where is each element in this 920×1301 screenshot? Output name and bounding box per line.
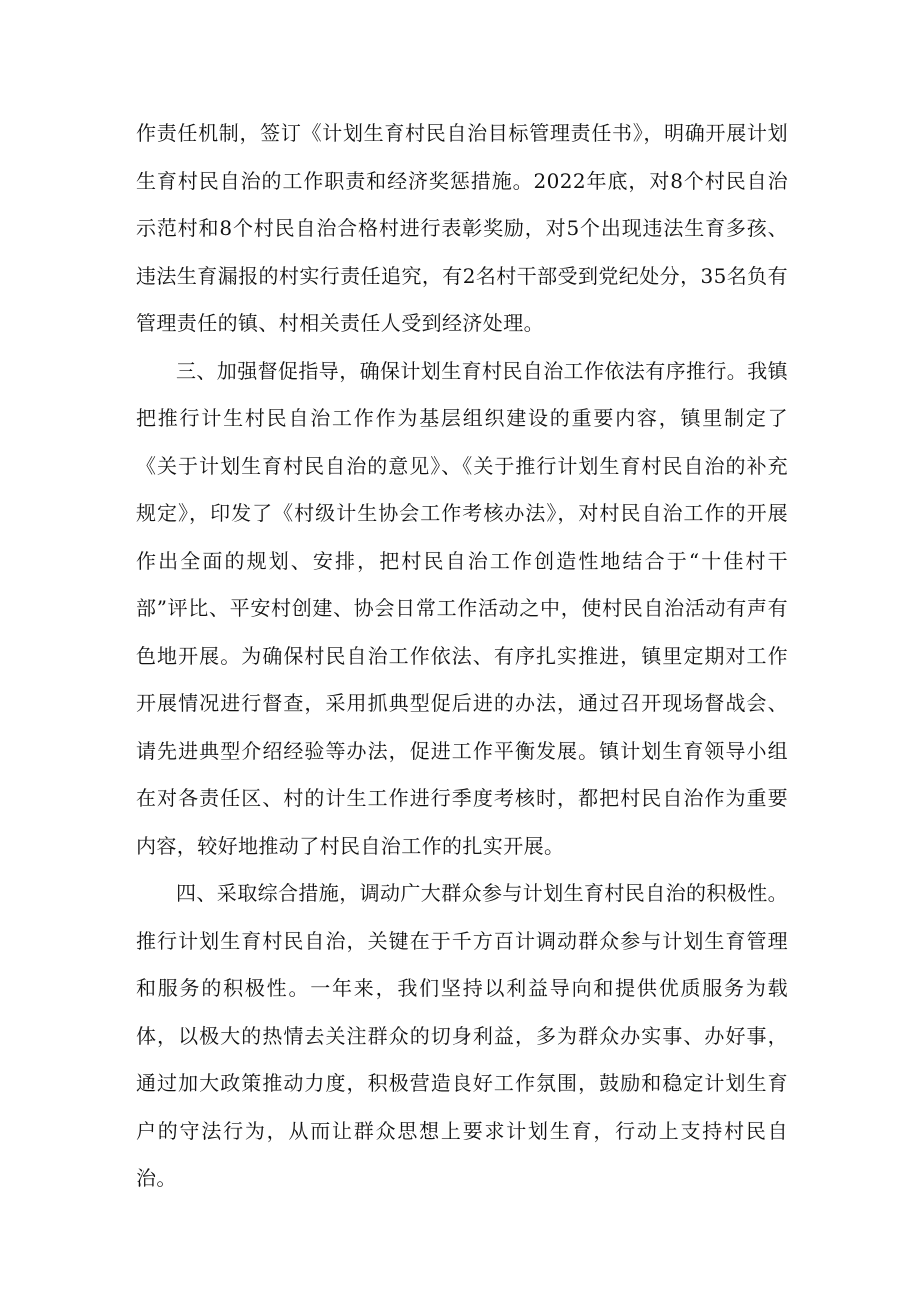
paragraph-continuation: 作责任机制，签订《计划生育村民自治目标管理责任书》，明确开展计划生育村民自治的工作职责和经济奖惩措施。2022年底，对8个村民自治示范村和8个村民自治合格村进行表彰奖励，对5个出现违法生育多孩、违法生育漏报的村实行责任追究，有2名村干部受到党纪处分，35名负有管理责任的镇、村相关责任人受到经济处理。 — [136, 121, 788, 335]
paragraph-section-three: 三、加强督促指导，确保计划生育村民自治工作依法有序推行。我镇把推行计生村民自治工作作为基层组织建设的重要内容，镇里制定了《关于计划生育村民自治的意见》、《关于推行计划生育村民自治的补充规定》，印发了《村级计生协会工作考核办法》，对村民自治工作的开展作出全面的规划、安排，把村民自治工作创造性地结合于“十佳村干部”评比、平安村创建、协会日常工作活动之中，使村民自治活动有声有色地开展。为确保村民自治工作依法、有序扎实推进，镇里定期对工作开展情况进行督查，采用抓典型促后进的办法，通过召开现场督战会、请先进典型介绍经验等办法，促进工作平衡发展。镇计划生育领导小组在对各责任区、村的计生工作进行季度考核时，都把村民自治作为重要内容，较好地推动了村民自治工作的扎实开展。 — [136, 358, 788, 858]
paragraph-section-four: 四、采取综合措施，调动广大群众参与计划生育村民自治的积极性。推行计划生育村民自治，关键在于千方百计调动群众参与计划生育管理和服务的积极性。一年来，我们坚持以利益导向和提供优质服务为载体，以极大的热情去关注群众的切身利益，多为群众办实事、办好事，通过加大政策推动力度，积极营造良好工作氛围，鼓励和稳定计划生育户的守法行为，从而让群众思想上要求计划生育，行动上支持村民自治。 — [136, 881, 788, 1190]
document-body — [136, 110, 788, 1203]
